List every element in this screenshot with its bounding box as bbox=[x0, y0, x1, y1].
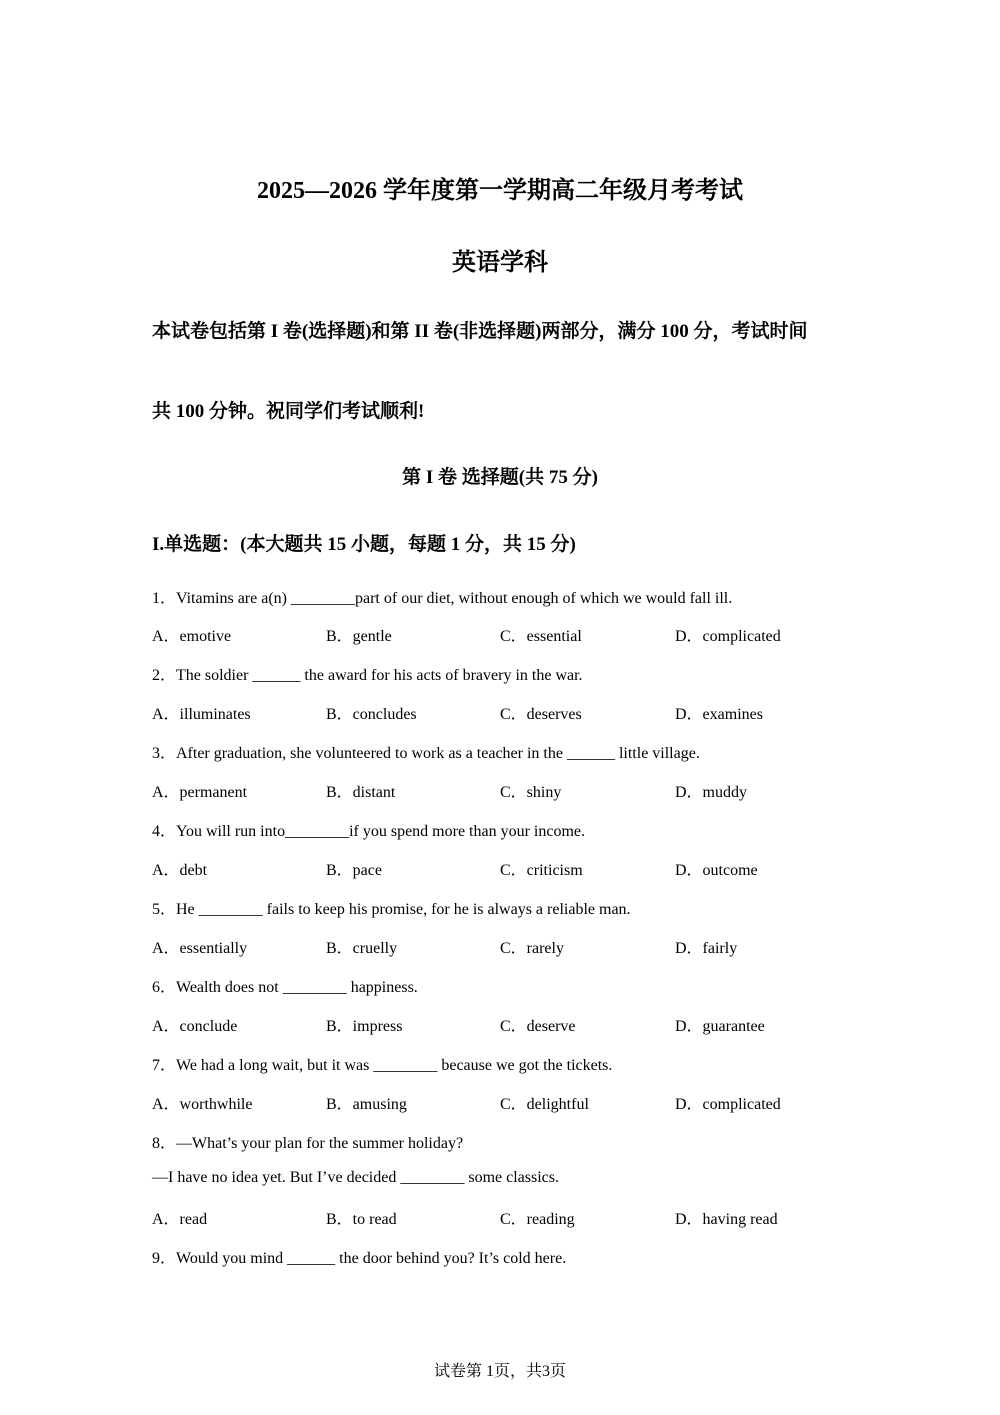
option-d: D．complicated bbox=[675, 628, 781, 645]
option-b: B．distant bbox=[326, 784, 396, 801]
option-c: C．deserve bbox=[500, 1018, 576, 1035]
question-stem: 4．You will run into________if you spend more than your income. bbox=[152, 823, 586, 840]
option-c: C．rarely bbox=[500, 940, 564, 957]
option-c: C．delightful bbox=[500, 1096, 589, 1113]
option-a: A．permanent bbox=[152, 784, 248, 801]
option-b: B．to read bbox=[326, 1211, 397, 1228]
exam-title: 2025—2026 学年度第一学期高二年级月考考试 bbox=[257, 178, 743, 204]
option-d: D．examines bbox=[675, 706, 763, 723]
option-a: A．essentially bbox=[152, 940, 248, 957]
option-d: D．fairly bbox=[675, 940, 738, 957]
question-stem: 9．Would you mind ______ the door behind you? It’s cold here. bbox=[152, 1250, 567, 1267]
option-b: B．impress bbox=[326, 1018, 403, 1035]
option-d: D．outcome bbox=[675, 862, 758, 879]
option-d: D．guarantee bbox=[675, 1018, 765, 1035]
question-stem-reply: —I have no idea yet. But I’ve decided ________ some classics. bbox=[152, 1169, 559, 1186]
option-d: D．muddy bbox=[675, 784, 748, 801]
section-title: 第 I 卷 选择题(共 75 分) bbox=[402, 467, 598, 488]
question-stem: 6．Wealth does not ________ happiness. bbox=[152, 979, 418, 996]
option-c: C．reading bbox=[500, 1211, 575, 1228]
option-a: A．illuminates bbox=[152, 706, 251, 723]
option-c: C．shiny bbox=[500, 784, 562, 801]
question-stem: 3．After graduation, she volunteered to work as a teacher in the ______ little village. bbox=[152, 745, 700, 762]
option-b: B．amusing bbox=[326, 1096, 407, 1113]
question-stem: 7．We had a long wait, but it was ________ because we got the tickets. bbox=[152, 1057, 613, 1074]
intro-line-2: 共 100 分钟。祝同学们考试顺利! bbox=[152, 401, 425, 422]
subject-title: 英语学科 bbox=[452, 250, 548, 276]
question-stem: 5．He ________ fails to keep his promise, for he is always a reliable man. bbox=[152, 901, 631, 918]
question-stem: 2．The soldier ______ the award for his acts of bravery in the war. bbox=[152, 667, 583, 684]
part-title: I.单选题：(本大题共 15 小题，每题 1 分，共 15 分) bbox=[152, 534, 576, 555]
option-a: A．debt bbox=[152, 862, 208, 879]
option-b: B．gentle bbox=[326, 628, 392, 645]
option-a: A．conclude bbox=[152, 1018, 238, 1035]
option-b: B．concludes bbox=[326, 706, 417, 723]
question-stem: 8．—What’s your plan for the summer holiday? bbox=[152, 1135, 464, 1152]
option-d: D．having read bbox=[675, 1211, 778, 1228]
question-stem: 1．Vitamins are a(n) ________part of our diet, without enough of which we would fall ill. bbox=[152, 590, 733, 607]
option-d: D．complicated bbox=[675, 1096, 781, 1113]
intro-line-1: 本试卷包括第 I 卷(选择题)和第 II 卷(非选择题)两部分，满分 100 分，考试时间 bbox=[152, 321, 808, 342]
option-a: A．emotive bbox=[152, 628, 232, 645]
option-a: A．read bbox=[152, 1211, 208, 1228]
option-c: C．criticism bbox=[500, 862, 583, 879]
option-c: C．essential bbox=[500, 628, 582, 645]
option-a: A．worthwhile bbox=[152, 1096, 253, 1113]
option-b: B．cruelly bbox=[326, 940, 398, 957]
option-c: C．deserves bbox=[500, 706, 582, 723]
page-footer: 试卷第 1页，共3页 bbox=[433, 1363, 566, 1380]
option-b: B．pace bbox=[326, 862, 382, 879]
